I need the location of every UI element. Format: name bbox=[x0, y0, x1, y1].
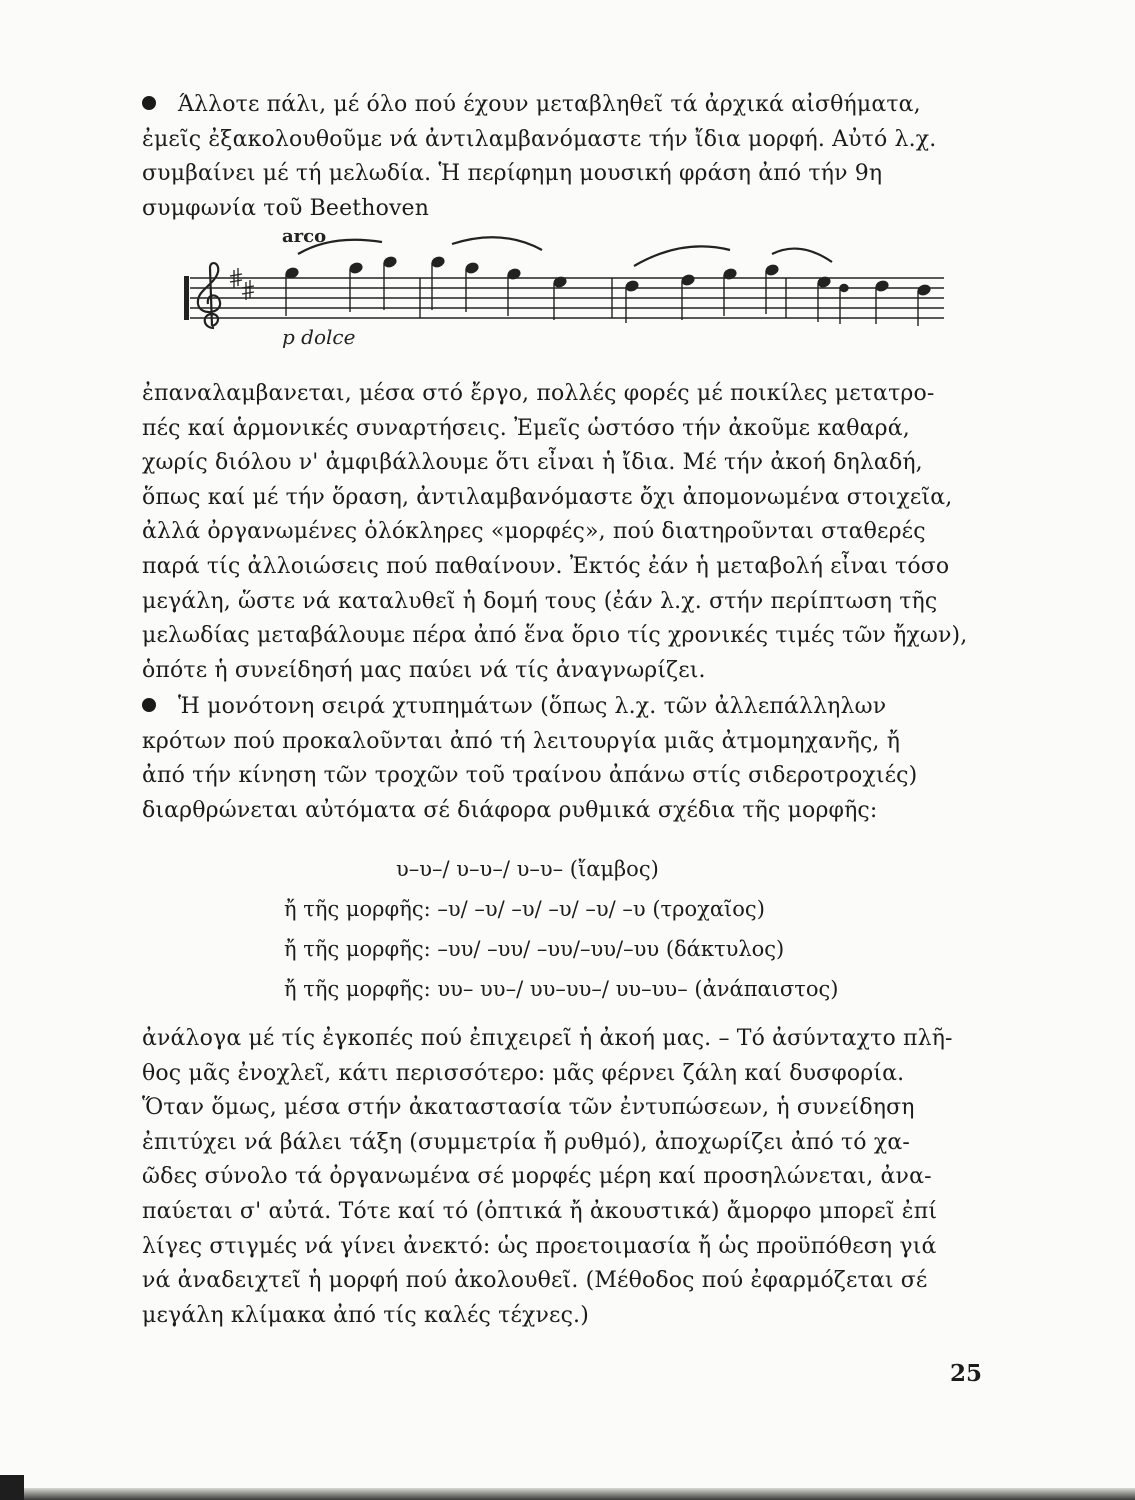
text-line: ὅπως καί μέ τήν ὅραση, ἀντιλαμβανόμαστε ὄχι ἀπομονωμένα στοιχεῖα, bbox=[142, 484, 953, 510]
paragraph-rhythm bbox=[142, 690, 982, 828]
dynamic-mark: p dolce bbox=[282, 325, 356, 348]
text-line: ἐπιτύχει νά βάλει τάξη (συμμετρία ἤ ρυθμό), ἀποχωρίζει ἀπό τό χα- bbox=[142, 1129, 910, 1155]
text-line: μεγάλη κλίμακα ἀπό τίς καλές τέχνες.) bbox=[142, 1302, 589, 1328]
text-line: νά ἀναδειχτεῖ ἡ μορφή πού ἀκολουθεῖ. (Μέθοδος πού ἐφαρμόζεται σέ bbox=[142, 1268, 928, 1294]
key-signature-sharps bbox=[230, 268, 254, 300]
text-line: ἀνάλογα μέ τίς ἐγκοπές πού ἐπιχειρεῖ ἡ ἀκοή μας. – Τό ἀσύνταχτο πλῆ- bbox=[142, 1026, 953, 1051]
text-line: Άλλοτε πάλι, μέ όλο πού έχουν μεταβληθεῖ τά ἀρχικά αἰσθήματα, bbox=[142, 88, 982, 123]
scan-edge bbox=[0, 1488, 1135, 1500]
music-score bbox=[182, 228, 952, 348]
text-line: ἀλλά ὀργανωμένες ὁλόκληρες «μορφές», πού διατηροῦνται σταθερές bbox=[142, 519, 926, 545]
text-line: κρότων πού προκαλοῦνται ἀπό τή λειτουργία μιᾶς ἀτμομηχανῆς, ἤ bbox=[142, 728, 901, 754]
bullet-icon bbox=[142, 96, 156, 110]
text-line: Ἡ μονότονη σειρά χτυπημάτων (ὅπως λ.χ. τῶν ἀλλεπάλληλων bbox=[142, 690, 982, 725]
notes bbox=[285, 256, 931, 326]
system-bar bbox=[184, 276, 189, 320]
text-line: θος μᾶς ἐνοχλεῖ, κάτι περισσότερο: μᾶς φέρνει ζάλη καί δυσφορία. bbox=[142, 1060, 905, 1086]
text-line: Ὅταν ὅμως, μέσα στήν ἀκαταστασία τῶν ἐντυπώσεων, ἡ συνείδηση bbox=[142, 1095, 915, 1121]
meter-iamb: υ–υ–/ υ–υ–/ υ–υ– (ἴαμβος) bbox=[396, 857, 659, 881]
text-line: μελωδίας μεταβάλουμε πέρα ἀπό ἕνα ὅριο τίς χρονικές τιμές τῶν ἤχων), bbox=[142, 623, 968, 649]
paragraph-order bbox=[142, 1022, 982, 1333]
text-line: ἀπό τήν κίνηση τῶν τροχῶν τοῦ τραίνου ἀπάνω στίς σιδεροτροχιές) bbox=[142, 763, 918, 789]
meter-trochee: ἤ τῆς μορφῆς: –υ/ –υ/ –υ/ –υ/ –υ/ –υ (τροχαῖος) bbox=[284, 897, 765, 921]
meter-anapest: ἤ τῆς μορφῆς: υυ– υυ–/ υυ–υυ–/ υυ–υυ– (ἀνάπαιστος) bbox=[284, 977, 839, 1001]
text-line: μεγάλη, ὥστε νά καταλυθεῖ ἡ δομή τους (ἐάν λ.χ. στήν περίπτωση τῆς bbox=[142, 588, 938, 614]
tempo-mark: arco bbox=[282, 228, 327, 247]
text-line: χωρίς διόλου ν' ἀμφιβάλλουμε ὅτι εἶναι ἡ ἴδια. Μέ τήν ἀκοή δηλαδή, bbox=[142, 450, 923, 476]
page-number: 25 bbox=[950, 1360, 983, 1387]
text-line: ὁπότε ἡ συνείδησή μας παύει νά τίς ἀναγνωρίζει. bbox=[142, 657, 706, 683]
text-line: συμφωνία τοῦ Beethoven bbox=[142, 195, 430, 221]
text-line: ῶδες σύνολο τά ὀργανωμένα σέ μορφές μέρη καί προσηλώνεται, ἀνα- bbox=[142, 1164, 932, 1190]
text-line: ἐπαναλαμβανεται, μέσα στό ἔργο, πολλές φορές μέ ποικίλες μετατρο- bbox=[142, 381, 935, 406]
paragraph-intro bbox=[142, 88, 982, 226]
text-line: διαρθρώνεται αὐτόματα σέ διάφορα ρυθμικά σχέδια τῆς μορφῆς: bbox=[142, 797, 878, 823]
staff-lines bbox=[190, 278, 944, 318]
text-line: λίγες στιγμές νά γίνει ἀνεκτό: ὡς προετοιμασία ἤ ὡς προϋπόθεση γιά bbox=[142, 1233, 937, 1259]
text-line: ἐμεῖς ἐξακολουθοῦμε νά ἀντιλαμβανόμαστε τήν ἴδια μορφή. Αὐτό λ.χ. bbox=[142, 126, 937, 152]
scan-corner-mark bbox=[0, 1475, 24, 1500]
text-line: συμβαίνει μέ τή μελωδία. Ἡ περίφημη μουσική φράση ἀπό τήν 9η bbox=[142, 161, 883, 187]
meter-dactyl: ἤ τῆς μορφῆς: –υυ/ –υυ/ –υυ/–υυ/–υυ (δάκτυλος) bbox=[284, 937, 785, 961]
slurs bbox=[298, 237, 832, 266]
text-line: πές καί ἁρμονικές συναρτήσεις. Ἐμεῖς ὡστόσο τήν ἀκοῦμε καθαρά, bbox=[142, 415, 910, 441]
bullet-icon bbox=[142, 698, 156, 712]
paragraph-melody bbox=[142, 377, 982, 688]
text-line: παύεται σ' αὐτά. Τότε καί τό (ὀπτικά ἤ ἀκουστικά) ἄμορφο μπορεῖ ἐπί bbox=[142, 1198, 938, 1224]
text-line: παρά τίς ἀλλοιώσεις πού παθαίνουν. Ἐκτός ἐάν ἡ μεταβολή εἶναι τόσο bbox=[142, 553, 950, 579]
